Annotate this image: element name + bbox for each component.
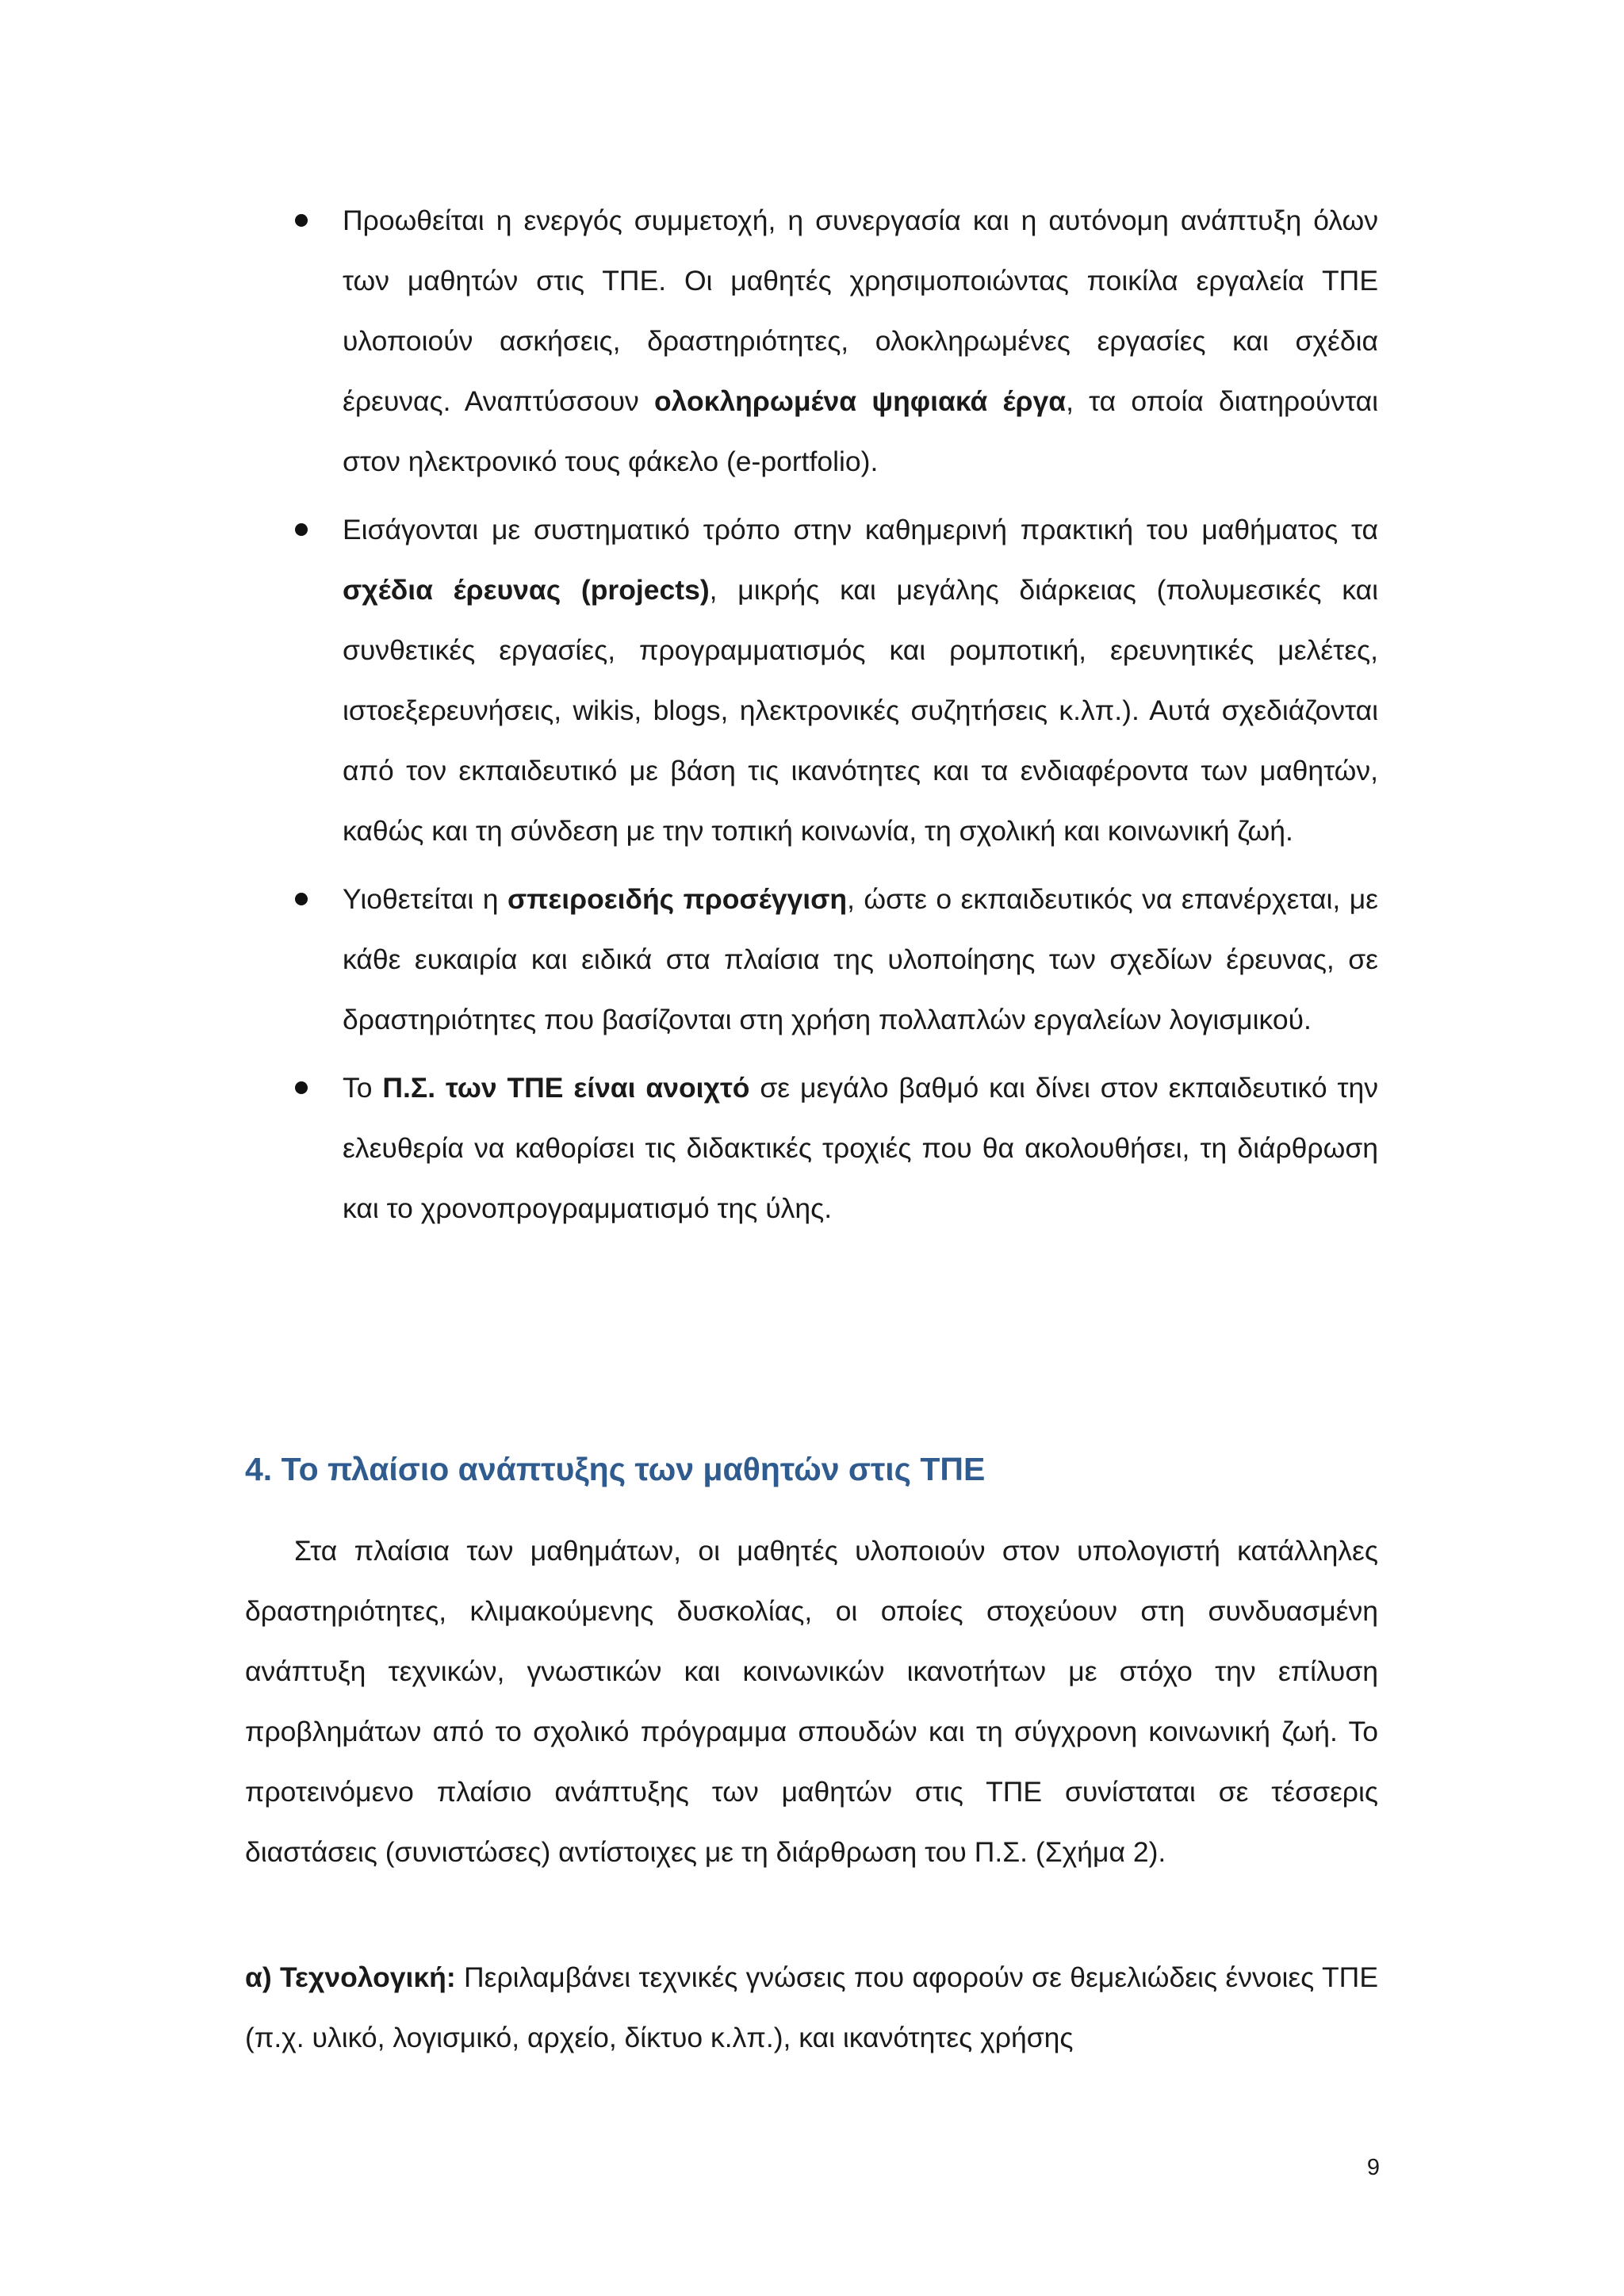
bullet-list [0, 190, 1624, 1238]
bullet-icon [295, 893, 308, 905]
bullet-text: Προωθείται η ενεργός συμμετοχή, η συνεργασία και η αυτόνομη ανάπτυξη όλων των μαθητών στις ΤΠΕ. Οι μαθητές χρησιμοποιώντας ποικίλα εργαλεία ΤΠΕ υλοποιούν ασκήσεις, δραστηριότητες, ολοκληρωμένες εργασίες και σχέδια έρευνας. Αναπτύσσουν ολοκληρωμένα ψηφιακά έργα, τα οποία διατηρούνται στον ηλεκτρονικό τους φάκελο (e-portfolio). [343, 205, 1379, 477]
bullet-icon [295, 1081, 308, 1094]
item-a-text: Περιλαμβάνει τεχνικές γνώσεις που αφορούν σε θεμελιώδεις έννοιες ΤΠΕ (π.χ. υλικό, λογισμικό, αρχείο, δίκτυο κ.λπ.), και ικανότητες χρήσης [245, 1961, 1378, 2053]
bullet-text: Το Π.Σ. των ΤΠΕ είναι ανοιχτό σε μεγάλο βαθμό και δίνει στον εκπαιδευτικό την ελευθερία να καθορίσει τις διδακτικές τροχιές που θα ακολουθήσει, τη διάρθρωση και το χρονοπρογραμματισμό της ύλης. [343, 1072, 1378, 1224]
item-a-label: α) Τεχνολογική: [245, 1961, 456, 1993]
bullet-text: Υιοθετείται η σπειροειδής προσέγγιση, ώστε ο εκπαιδευτικός να επανέρχεται, με κάθε ευκαιρία και ειδικά στα πλαίσια της υλοποίησης των σχεδίων έρευνας, σε δραστηριότητες που βασίζονται στη χρήση πολλαπλών εργαλείων λογισμικού. [343, 883, 1378, 1035]
bold-phrase: σπειροειδής προσέγγιση [507, 883, 848, 915]
bullet-item [343, 499, 1378, 861]
section-heading: 4. Το πλαίσιο ανάπτυξης των μαθητών στις ΤΠΕ [245, 1451, 986, 1487]
bullet-item [343, 869, 1378, 1050]
technological-dimension-paragraph [245, 1947, 1378, 2068]
bullet-icon [295, 523, 308, 536]
page-number: 9 [1366, 2155, 1380, 2180]
bold-phrase: σχέδια έρευνας (projects) [343, 574, 710, 606]
paragraph-text [245, 1947, 1378, 2068]
bullet-item [343, 1058, 1378, 1238]
bullet-text: Εισάγονται με συστηματικό τρόπο στην καθημερινή πρακτική του μαθήματος τα σχέδια έρευνας (projects), μικρής και μεγάλης διάρκειας (πολυμεσικές και συνθετικές εργασίες, προγραμματισμός και ρομποτική, ερευνητικές μελέτες, ιστοεξερευνήσεις, wikis, blogs, ηλεκτρονικές συζητήσεις κ.λπ.). Αυτά σχεδιάζονται από τον εκπαιδευτικό με βάση τις ικανότητες και τα ενδιαφέροντα των μαθητών, καθώς και τη σύνδεση με την τοπική κοινωνία, τη σχολική και κοινωνική ζωή. [343, 514, 1378, 847]
bold-phrase: Π.Σ. των ΤΠΕ είναι ανοιχτό [382, 1072, 750, 1104]
section-paragraph [245, 1521, 1378, 1882]
bold-phrase: ολοκληρωμένα ψηφιακά έργα [653, 385, 1067, 417]
bullet-icon [295, 214, 308, 227]
bullet-item [343, 190, 1378, 492]
paragraph-text: Στα πλαίσια των μαθημάτων, οι μαθητές υλοποιούν στον υπολογιστή κατάλληλες δραστηριότητες, κλιμακούμενης δυσκολίας, οι οποίες στοχεύουν στη συνδυασμένη ανάπτυξη τεχνικών, γνωστικών και κοινωνικών ικανοτήτων με στόχο την επίλυση προβλημάτων από το σχολικό πρόγραμμα σπουδών και τη σύγχρονη κοινωνική ζωή. Το προτεινόμενο πλαίσιο ανάπτυξης των μαθητών στις ΤΠΕ συνίσταται σε τέσσερις διαστάσεις (συνιστώσες) αντίστοιχες με τη διάρθρωση του Π.Σ. (Σχήμα 2). [245, 1535, 1378, 1868]
